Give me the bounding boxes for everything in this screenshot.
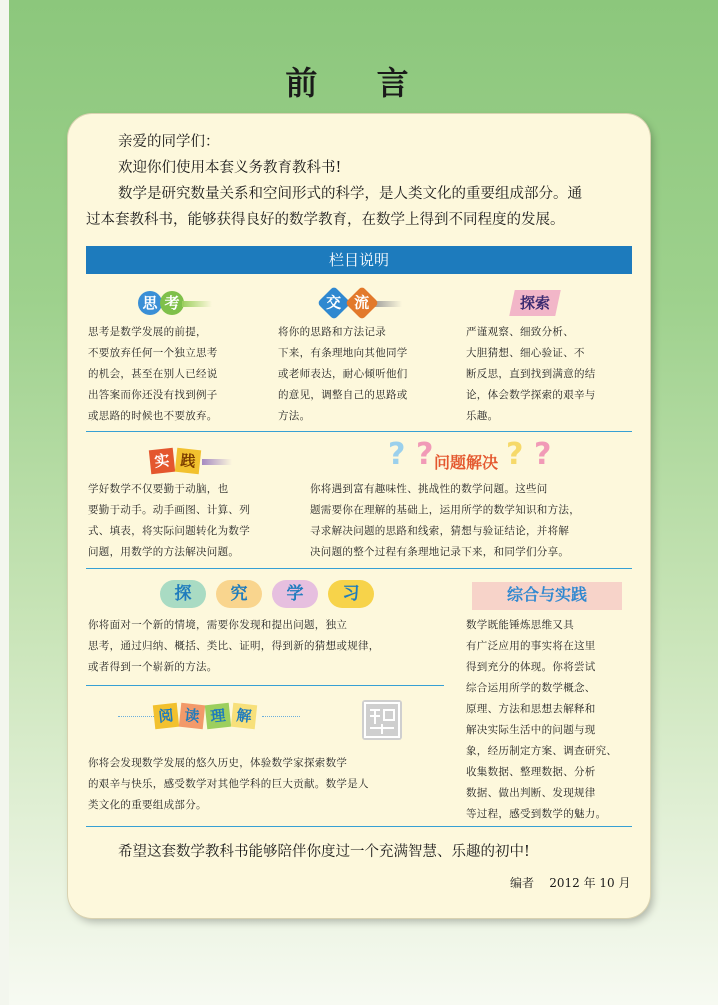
question-mark-icon: ? (506, 437, 524, 472)
exchange-line: 的意见，调整自己的思路或 (278, 389, 408, 401)
explore-char-2: 索 (535, 294, 551, 312)
left-strip (0, 0, 9, 1005)
reading-line-left (118, 716, 156, 718)
explore-line: 断反思，直到找到满意的结 (466, 368, 596, 380)
practice-char-2: 践 (175, 448, 201, 474)
question-mark-icon: ? (416, 437, 434, 472)
think-char-1: 思 (138, 291, 162, 315)
think-char-2: 考 (160, 291, 184, 315)
problem-solving-tag (388, 437, 558, 478)
welcome-line: 欢迎你们使用本套义务教育教科书! (118, 160, 342, 176)
integrated-line: 得到充分的体现。你将尝试 (466, 661, 596, 673)
problem-solving-line: 题需要你在理解的基础上，运用所学的数学知识和方法， (310, 504, 580, 516)
think-line: 不要放弃任何一个独立思考 (88, 347, 218, 359)
explore-line: 严谨观察、细致分析、 (466, 326, 574, 338)
practice-char-1: 实 (149, 448, 175, 474)
reading-line: 类文化的重要组成部分。 (88, 799, 207, 811)
problem-solving-line: 寻求解决问题的思路和线索，猜想与验证结论，并将解 (310, 525, 570, 537)
inquiry-tag (160, 580, 384, 608)
greeting: 亲爱的同学们： (118, 134, 220, 150)
inquiry-line: 或者得到一个崭新的方法。 (88, 661, 218, 673)
integrated-line: 有广泛应用的事实将在这里 (466, 640, 596, 652)
seal-icon (362, 700, 402, 740)
exchange-char-2-text: 流 (354, 293, 370, 312)
reading-line: 的艰辛与快乐，感受数学对其他学科的巨大贡献。数学是人 (88, 778, 369, 790)
inquiry-char-2: 究 (216, 580, 262, 608)
exchange-line: 下来，有条理地向其他同学 (278, 347, 408, 359)
inquiry-line: 你将面对一个新的情境，需要你发现和提出问题，独立 (88, 619, 348, 631)
intro-line-2: 过本套教科书，能够获得良好的数学教育，在数学上得到不同程度的发展。 (86, 212, 565, 228)
practice-line: 学好数学不仅要勤于动脑，也 (88, 483, 229, 495)
integrated-tag: 综合与实践 (472, 582, 622, 610)
page-title: 前 言 (285, 64, 433, 102)
inquiry-char-1: 探 (160, 580, 206, 608)
practice-text (88, 479, 250, 563)
inquiry-line: 思考，通过归纳、概括、类比、证明，得到新的猜想或规律， (88, 640, 380, 652)
practice-line: 问题，用数学的方法解决问题。 (88, 546, 240, 558)
think-text (88, 322, 218, 427)
problem-solving-text (310, 479, 580, 563)
inquiry-char-4: 习 (328, 580, 374, 608)
question-mark-icon: ? (388, 437, 406, 472)
exchange-tag (322, 290, 402, 316)
integrated-line: 原理、方法和思想去解释和 (466, 703, 596, 715)
practice-tail (202, 459, 232, 465)
think-line: 的机会，甚至在别人已经说 (88, 368, 218, 380)
problem-solving-line: 你将遇到富有趣味性、挑战性的数学问题。这些问 (310, 483, 548, 495)
practice-tag (150, 448, 232, 474)
inquiry-text (88, 615, 380, 678)
explore-line: 大胆猜想、细心验证、不 (466, 347, 585, 359)
think-line: 出答案而你还没有找到例子 (88, 389, 218, 401)
exchange-text (278, 322, 408, 427)
explore-text (466, 322, 596, 427)
signature: 编者 2012 年 10 月 (510, 876, 631, 890)
exchange-line: 将你的思路和方法记录 (278, 326, 386, 338)
integrated-line: 解决实际生活中的问题与现 (466, 724, 596, 736)
reading-char-4: 解 (231, 703, 257, 729)
question-mark-icon: ? (534, 437, 552, 472)
reading-char-3: 理 (205, 703, 231, 729)
divider-1 (86, 431, 632, 432)
integrated-line: 等过程，感受到数学的魅力。 (466, 808, 607, 820)
explore-line: 乐趣。 (466, 410, 499, 422)
reading-tag (154, 704, 258, 728)
think-line: 思考是数学发展的前提， (88, 326, 207, 338)
integrated-line: 综合运用所学的数学概念、 (466, 682, 596, 694)
divider-4 (86, 826, 632, 827)
reading-text (88, 753, 369, 816)
think-tail (182, 301, 212, 307)
practice-line: 要勤于动手。动手画图、计算、列 (88, 504, 250, 516)
explore-line: 论，体会数学探索的艰辛与 (466, 389, 596, 401)
explore-char-1: 探 (520, 294, 536, 312)
integrated-line: 数据、做出判断、发现规律 (466, 787, 596, 799)
inquiry-char-3: 学 (272, 580, 318, 608)
think-tag (138, 290, 212, 316)
problem-solving-line: 决问题的整个过程有条理地记录下来，和同学们分享。 (310, 546, 570, 558)
exchange-char-1-text: 交 (326, 293, 342, 312)
integrated-line: 象，经历制定方案、调查研究、 (466, 745, 618, 757)
reading-line: 你将会发现数学发展的悠久历史，体验数学家探索数学 (88, 757, 348, 769)
problem-solving-label: 问题解决 (434, 453, 499, 472)
divider-2 (86, 568, 632, 569)
intro-line-1: 数学是研究数量关系和空间形式的科学，是人类文化的重要组成部分。通 (118, 186, 582, 202)
exchange-line: 或老师表达，耐心倾听他们 (278, 368, 408, 380)
integrated-line: 收集数据、整理数据、分析 (466, 766, 596, 778)
integrated-text (466, 615, 617, 825)
think-line: 或思路的时候也不要放弃。 (88, 410, 218, 422)
exchange-char-2 (345, 286, 379, 320)
reading-char-2: 读 (179, 703, 205, 729)
explore-tag (509, 290, 561, 316)
integrated-line: 数学既能锤炼思维又具 (466, 619, 574, 631)
reading-char-1: 阅 (153, 703, 179, 729)
section-bar: 栏目说明 (86, 246, 632, 274)
closing-line: 希望这套数学教科书能够陪伴你度过一个充满智慧、乐趣的初中! (118, 844, 530, 860)
practice-line: 式、填表，将实际问题转化为数学 (88, 525, 250, 537)
divider-3 (86, 685, 444, 686)
exchange-line: 方法。 (278, 410, 311, 422)
reading-line-right (262, 716, 300, 718)
